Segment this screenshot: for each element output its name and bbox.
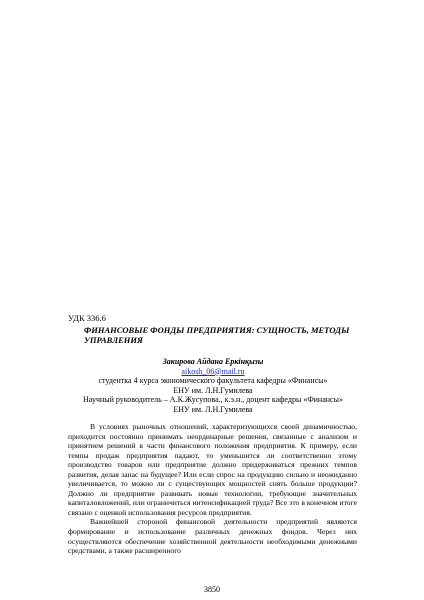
author-affiliation: студентка 4 курса экономического факультета кафедры «Финансы» [98,376,328,386]
article-body [68,422,357,556]
advisor-info: Научный руководитель – А.К.Жусупова., к.э.н., доцент кафедры «Финансы» [83,395,343,405]
body-paragraph: В условиях рыночных отношений, характеризующихся своей динамичностью, приходится постоянно принимать неординарные решения, связанные с анализом и принятием решений в части финансового положения предприятия. К примеру, если темпы продаж предприятия падают, то уменьшится ли соответственно этому производство товаров или предприятие должно придерживаться прежних темпов развития, делая запас на будущее? Или если спрос на продукцию сильно и неожиданно увеличивается, то можно ли с существующих мощностей снять больше продукции? Должно ли предприятие развивать новые технологии, требующие значительных капиталовложений, или ограничиться интенсификацией труда? Все это в конечном итоге связано с оценкой использования ресурсов предприятия. [68,422,357,517]
author-name: Закирова Айдана Еркінқызы [162,357,264,366]
article-title: ФИНАНСОВЫЕ ФОНДЫ ПРЕДПРИЯТИЯ: СУЩНОСТЬ, МЕТОДЫ УПРАВЛЕНИЯ [84,325,350,345]
page-number: 3850 [204,585,220,594]
author-university: ЕНУ им. Л.Н.Гумилева [173,385,253,395]
author-block [68,357,358,415]
advisor-university: ЕНУ им. Л.Н.Гумилева [173,404,253,414]
udk-code: УДК 336.6 [68,313,106,323]
body-paragraph: Важнейшей стороной финансовой деятельности предприятий являются формирование и использование различных денежных фондов. Через них осуществляются обеспечение хозяйственной деятельности необходимыми денежными средствами, а также расширенного [68,517,357,556]
author-email-link[interactable]: aikosh_06@mail.ru [181,366,245,376]
